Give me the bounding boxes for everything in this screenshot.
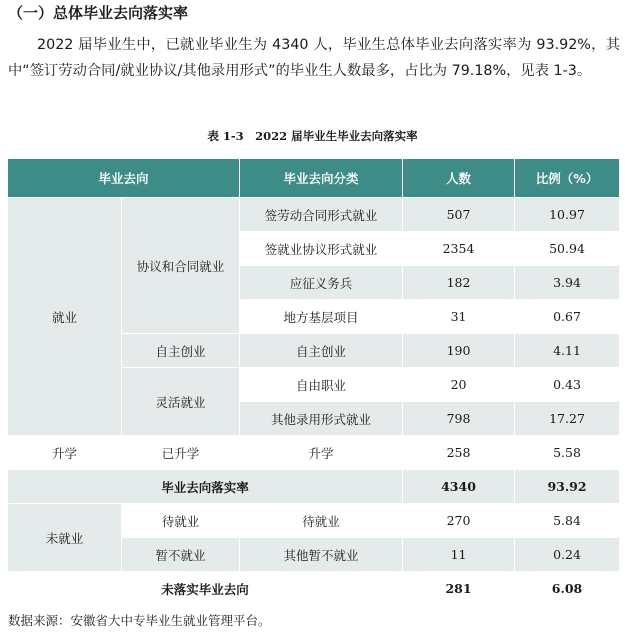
- subgroup-already-further: 已升学: [122, 436, 240, 470]
- category-cell: 其他录用形式就业: [240, 402, 403, 436]
- category-cell: 地方基层项目: [240, 300, 403, 334]
- total-count: 4340: [403, 470, 515, 504]
- subgroup-contract: 协议和合同就业: [122, 198, 240, 334]
- total-label: 未落实毕业去向: [8, 572, 403, 606]
- subgroup-self: 自主创业: [122, 334, 240, 368]
- category-cell: 自主创业: [240, 334, 403, 368]
- table-row: [8, 198, 620, 232]
- total-ratio: 6.08: [515, 572, 620, 606]
- count-cell: 258: [403, 436, 515, 470]
- header-category: 毕业去向分类: [240, 159, 403, 198]
- subgroup-waiting: 待就业: [122, 504, 240, 538]
- header-destination: 毕业去向: [8, 159, 240, 198]
- count-cell: 20: [403, 368, 515, 402]
- table-row: [8, 436, 620, 470]
- count-cell: 190: [403, 334, 515, 368]
- ratio-cell: 5.58: [515, 436, 620, 470]
- data-source-note: 数据来源：安徽省大中专毕业生就业管理平台。: [8, 613, 271, 628]
- category-cell: 待就业: [240, 504, 403, 538]
- ratio-cell: 0.67: [515, 300, 620, 334]
- table-header-row: [8, 159, 620, 198]
- category-cell: 其他暂不就业: [240, 538, 403, 572]
- category-cell: 签劳动合同形式就业: [240, 198, 403, 232]
- total-count: 281: [403, 572, 515, 606]
- count-cell: 2354: [403, 232, 515, 266]
- ratio-cell: 3.94: [515, 266, 620, 300]
- summary-paragraph: 2022 届毕业生中，已就业毕业生为 4340 人，毕业生总体毕业去向落实率为 93.92%，其中“签订劳动合同/就业协议/其他录用形式”的毕业生人数最多，占比为 79.18%，见表 1-3。: [8, 37, 620, 79]
- ratio-cell: 5.84: [515, 504, 620, 538]
- count-cell: 31: [403, 300, 515, 334]
- total-row-employed: [8, 470, 620, 504]
- placement-rate-table: [7, 158, 620, 606]
- group-unemployed: 未就业: [8, 504, 122, 572]
- count-cell: 507: [403, 198, 515, 232]
- section-heading: （一）总体毕业去向落实率: [8, 4, 189, 22]
- ratio-cell: 0.24: [515, 538, 620, 572]
- header-ratio: 比例（%）: [515, 159, 620, 198]
- count-cell: 182: [403, 266, 515, 300]
- category-cell: 自由职业: [240, 368, 403, 402]
- category-cell: 升学: [240, 436, 403, 470]
- ratio-cell: 4.11: [515, 334, 620, 368]
- table-row: [8, 504, 620, 538]
- group-employed: 就业: [8, 198, 122, 436]
- ratio-cell: 17.27: [515, 402, 620, 436]
- count-cell: 270: [403, 504, 515, 538]
- ratio-cell: 50.94: [515, 232, 620, 266]
- total-label: 毕业去向落实率: [8, 470, 403, 504]
- count-cell: 11: [403, 538, 515, 572]
- subgroup-flexible: 灵活就业: [122, 368, 240, 436]
- table-caption: 表 1-3 2022 届毕业生毕业去向落实率: [207, 129, 418, 143]
- group-further: 升学: [8, 436, 122, 470]
- category-cell: 应征义务兵: [240, 266, 403, 300]
- header-count: 人数: [403, 159, 515, 198]
- category-cell: 签就业协议形式就业: [240, 232, 403, 266]
- ratio-cell: 10.97: [515, 198, 620, 232]
- total-row-unemployed: [8, 572, 620, 606]
- total-ratio: 93.92: [515, 470, 620, 504]
- subgroup-not-yet: 暂不就业: [122, 538, 240, 572]
- ratio-cell: 0.43: [515, 368, 620, 402]
- count-cell: 798: [403, 402, 515, 436]
